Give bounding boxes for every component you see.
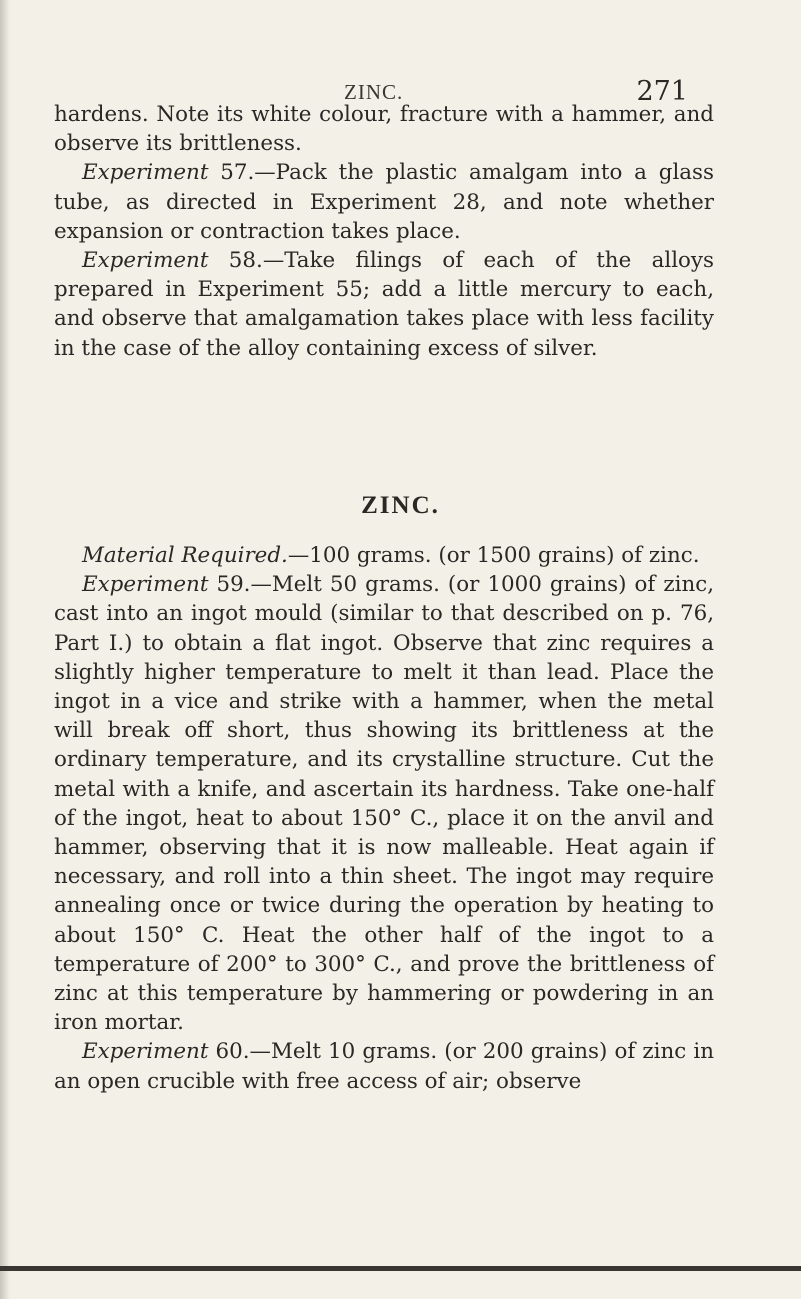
page-edge-shadow: [0, 0, 10, 1299]
experiment-58-paragraph: [54, 246, 714, 363]
upper-text-block: [54, 100, 714, 363]
material-label: Material Required.: [82, 543, 288, 568]
experiment-label: Experiment: [82, 248, 209, 274]
section-heading-zinc: ZINC.: [361, 492, 440, 519]
lower-text-block: [54, 541, 714, 1096]
experiment-59-text: 59.—Melt 50 grams. (or 1000 grains) of zinc, cast into an ingot mould (similar to that described on p. 76, Part I.) to obtain a flat ingot. Observe that zinc requires a slightly higher temperature to melt it than lead. Place the ingot in a vice and strike with a hammer, when the metal will break off short, thus showing its brittleness at the ordinary temperature, and its crystalline structure. Cut the metal with a knife, and ascertain its hardness. Take one-half of the ingot, heat to about 150° C., place it on the anvil and hammer, observing that it is now malleable. Heat again if necessary, and roll into a thin sheet. The ingot may require annealing once or twice during the operation by heating to about 150° C. Heat the other half of the ingot to a temperature of 200° to 300° C., and prove the brittleness of zinc at this temperature by hammering or powdering in an iron mortar.: [54, 572, 714, 1036]
bottom-edge-rule: [0, 1266, 801, 1271]
experiment-57-paragraph: [54, 158, 714, 246]
material-required-paragraph: [54, 541, 714, 570]
experiment-label: Experiment: [82, 572, 209, 598]
page-number: 271: [636, 76, 688, 107]
experiment-59-paragraph: [54, 570, 714, 1037]
experiment-label: Experiment: [82, 160, 209, 186]
experiment-58-text: 58.—Take filings of each of the alloys prepared in Experiment 55; add a little mercury to each, and observe that amalgamation takes place with less facility in the case of the alloy containing excess of silver.: [54, 248, 714, 361]
experiment-57-text: 57.—Pack the plastic amalgam into a glass tube, as directed in Experiment 28, and note whether expansion or contraction takes place.: [54, 160, 714, 244]
experiment-60-paragraph: [54, 1037, 714, 1095]
experiment-label: Experiment: [82, 1039, 209, 1065]
experiment-60-text: 60.—Melt 10 grams. (or 200 grains) of zinc in an open crucible with free access of air; observe: [54, 1039, 714, 1094]
continuation-paragraph: hardens. Note its white colour, fracture with a hammer, and observe its brittleness.: [54, 102, 714, 157]
running-head: ZINC.: [344, 80, 404, 104]
material-text: —100 grams. (or 1500 grains) of zinc.: [287, 543, 700, 568]
